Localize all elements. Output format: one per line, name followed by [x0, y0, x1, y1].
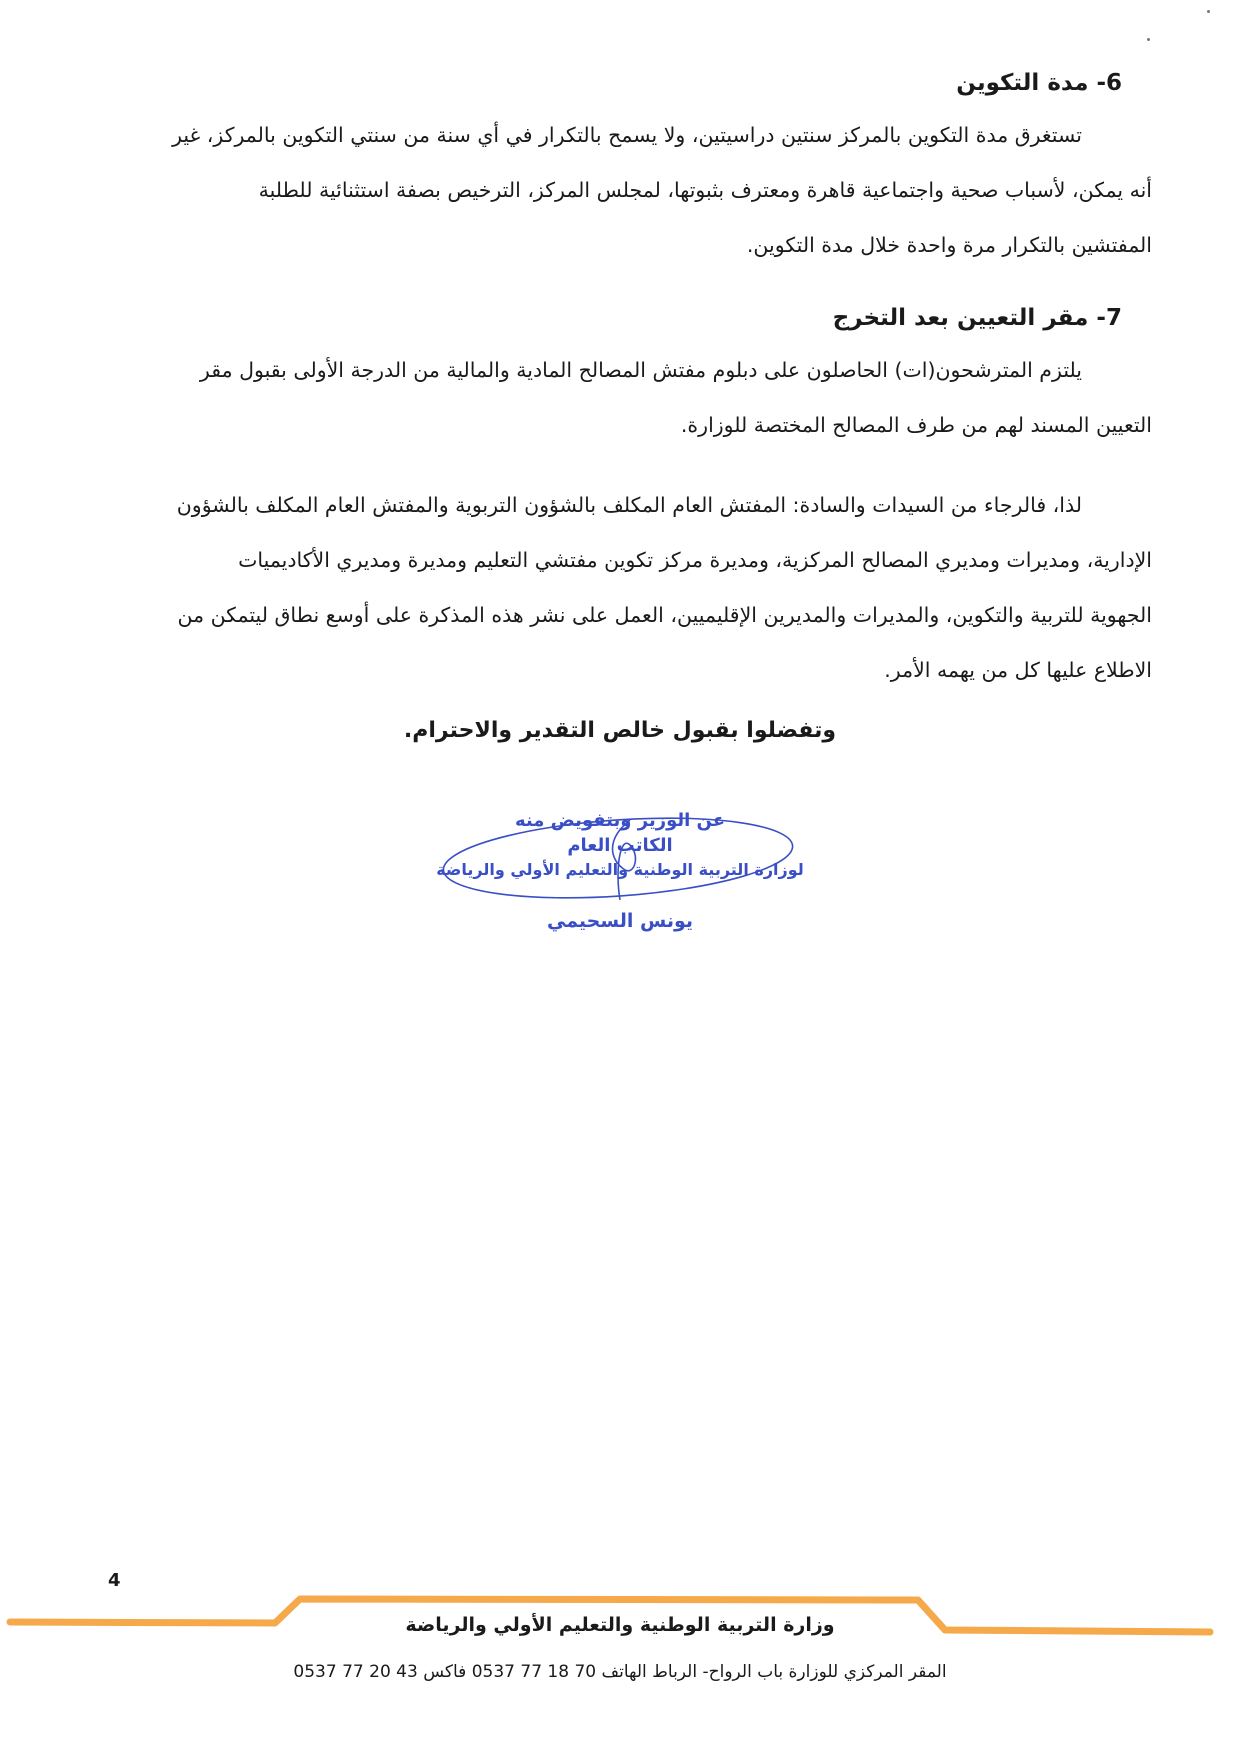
section-7-heading: 7- مقر التعيين بعد التخرج: [832, 305, 1122, 331]
paragraph-line: أنه يمكن، لأسباب صحية واجتماعية قاهرة ومعترف بثبوتها، لمجلس المركز، الترخيص بصفة استثنائية للطلبة: [258, 178, 1152, 202]
paragraph-line: [118, 108, 1152, 163]
paragraph-line: المفتشين بالتكرار مرة واحدة خلال مدة التكوين.: [746, 233, 1152, 257]
line-text: تستغرق مدة التكوين بالمركز سنتين دراسيتين، ولا يسمح بالتكرار في أي سنة من سنتي التكوين بالمركز، غير: [172, 123, 1082, 147]
signature-title: الكاتب العام: [567, 835, 673, 856]
paragraph-line: [118, 478, 1152, 533]
footer-ministry-name: وزارة التربية الوطنية والتعليم الأولي والرياضة: [405, 1614, 835, 1636]
signatory-name: يونس السحيمي: [546, 910, 694, 932]
signature-delegation: عن الوزير وبتفويض منه: [514, 810, 726, 831]
signature-stamp: [430, 800, 810, 960]
section-6-paragraph: [118, 108, 1152, 273]
line-text: لذا، فالرجاء من السيدات والسادة: المفتش العام المكلف بالشؤون التربوية والمفتش العام المكلف بالشؤون: [176, 493, 1082, 517]
closing-salutation: وتفضلوا بقبول خالص التقدير والاحترام.: [403, 718, 837, 743]
paragraph-line: الإدارية، ومديرات ومديري المصالح المركزية، ومديرة مركز تكوين مفتشي التعليم ومديرة ومديري الأكاديميات: [238, 548, 1152, 572]
request-paragraph: [118, 478, 1152, 698]
paragraph-line: التعيين المسند لهم من طرف المصالح المختصة للوزارة.: [680, 413, 1152, 437]
section-6-heading: 6- مدة التكوين: [956, 70, 1122, 96]
page-number: 4: [108, 1570, 121, 1591]
section-7-paragraph: [118, 343, 1152, 453]
paragraph-line: الجهوية للتربية والتكوين، والمديرات والمديرين الإقليميين، العمل على نشر هذه المذكرة على أوسع نطاق ليتمكن من: [177, 603, 1152, 627]
line-text: يلتزم المترشحون(ات) الحاصلون على دبلوم مفتش المصالح المادية والمالية من الدرجة الأولى بقبول مقر: [199, 358, 1082, 382]
scan-speck: [1207, 10, 1210, 13]
scan-speck: [1147, 38, 1150, 41]
signature-ministry: لوزارة التربية الوطنية والتعليم الأولي والرياضة: [436, 860, 804, 879]
paragraph-line: [118, 343, 1152, 398]
footer-address: المقر المركزي للوزارة باب الرواح- الرباط الهاتف 70 18 77 0537 فاكس 43 20 77 0537: [293, 1662, 947, 1682]
paragraph-line: الاطلاع عليها كل من يهمه الأمر.: [884, 658, 1152, 682]
